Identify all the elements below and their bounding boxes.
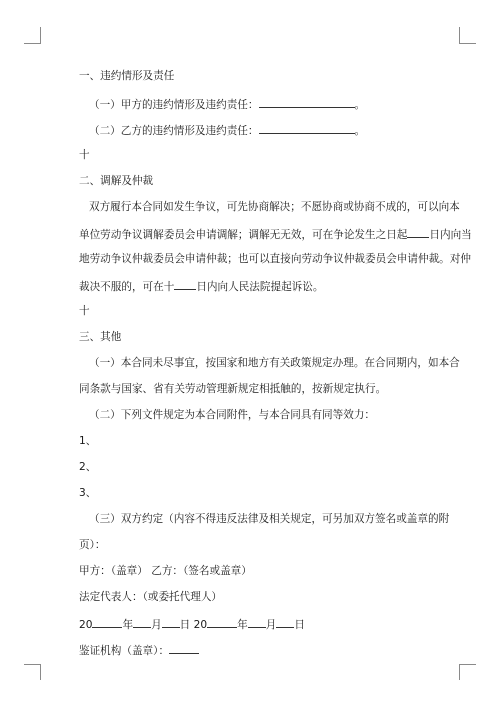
clause-party-a-breach: （一）甲方的违约情形及违约责任： 。 [89, 99, 366, 111]
separator-mark: 十 [79, 149, 90, 161]
fill-blank[interactable] [162, 617, 180, 628]
signature-parties: 甲方：（盖章） 乙方：（签名或盖章） [79, 565, 252, 577]
legal-representative: 法定代表人：（或委托代理人） [79, 591, 223, 603]
paragraph-line: 地劳动争议仲裁委员会申请仲裁；也可以直接向劳动争议仲裁委员会申请仲裁。对仲 [79, 253, 471, 265]
paragraph-line: 同条款与国家、省有关劳动管理新规定相抵触的，按新规定执行。 [79, 383, 387, 395]
fill-blank[interactable] [133, 617, 151, 628]
paragraph-line: 双方履行本合同如发生争议，可先协商解决；不愿协商或协商不成的，可以向本 [89, 201, 460, 213]
paragraph-line: （二）下列文件规定为本合同附件，与本合同具有同等效力： [89, 409, 376, 421]
list-item: 3、 [79, 487, 97, 499]
date-line: 20 年 月 日 20 年 月 日 [79, 619, 305, 631]
fill-blank[interactable] [259, 123, 355, 134]
list-item: 1、 [79, 435, 97, 447]
section-1-title: 一、违约情形及责任 [79, 70, 175, 82]
paragraph-line: （一）本合同未尽事宜，按国家和地方有关政策规定办理。在合同期内，如本合 [89, 357, 460, 369]
fill-blank[interactable] [92, 617, 122, 628]
fill-blank[interactable] [248, 617, 266, 628]
clause-party-b-breach: （二）乙方的违约情形及违约责任： 。 [89, 125, 366, 137]
fill-blank[interactable] [174, 279, 196, 290]
section-2-title: 二、调解及仲裁 [79, 175, 154, 187]
verification-agency: 鉴证机构（盖章）： [79, 643, 424, 658]
separator-mark: 十 [79, 305, 90, 317]
fill-blank[interactable] [407, 227, 429, 238]
fill-blank[interactable] [169, 643, 199, 654]
paragraph-line: 页）： [79, 539, 106, 551]
paragraph-line: 单位劳动争议调解委员会申请调解；调解无无效，可在争论发生之日起 日内向当 [79, 229, 472, 241]
fill-blank[interactable] [276, 617, 294, 628]
paragraph-line: 裁决不服的，可在十 日内向人民法院提起诉讼。 [79, 281, 324, 293]
fill-blank[interactable] [207, 617, 237, 628]
section-3-title: 三、其他 [79, 331, 122, 343]
list-item: 2、 [79, 461, 97, 473]
fill-blank[interactable] [259, 97, 355, 108]
paragraph-line: （三）双方约定（内容不得违反法律及相关规定，可另加双方签名或盖章的附 [89, 513, 450, 525]
